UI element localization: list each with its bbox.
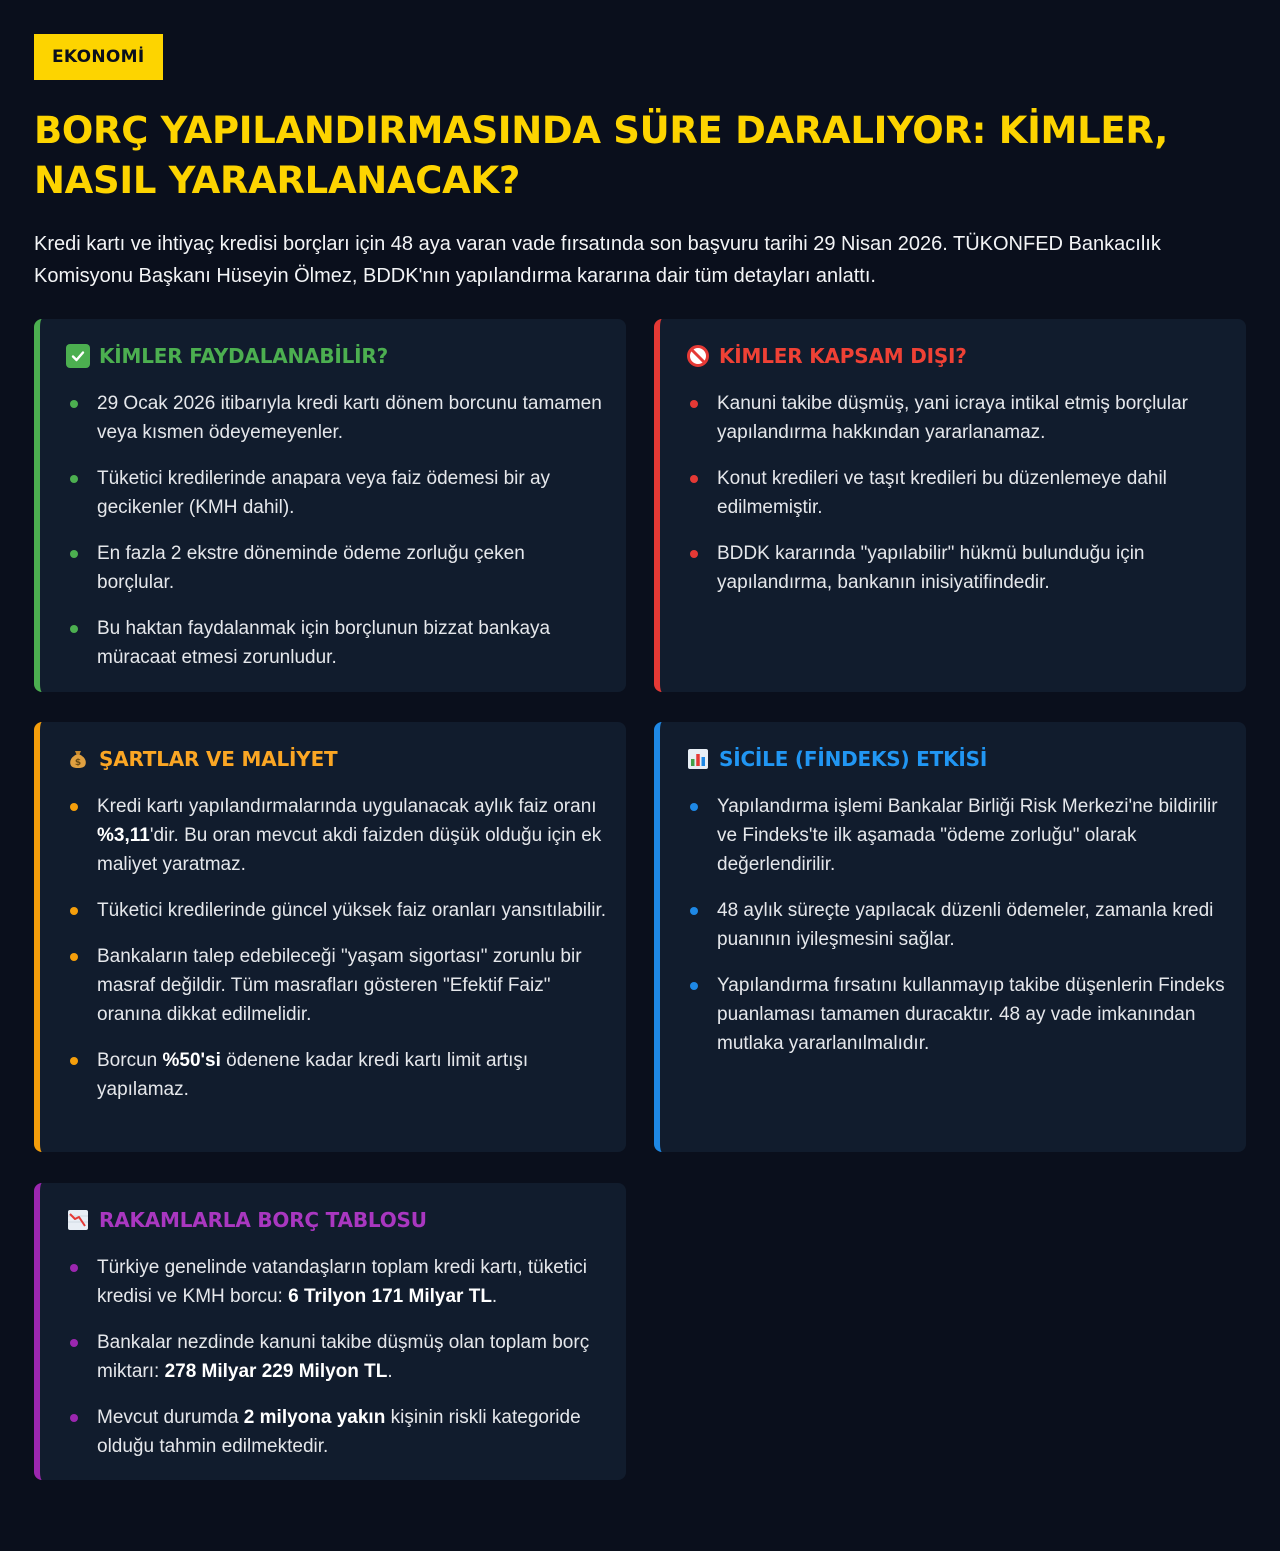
card-terms-header: [66, 744, 606, 774]
list-item: Mevcut durumda 2 milyona yakın kişinin riskli kategoride olduğu tahmin edilmektedir.: [66, 1403, 606, 1461]
card-findeks: [654, 722, 1246, 1152]
card-figures-title: RAKAMLARLA BORÇ TABLOSU: [99, 1208, 427, 1232]
list-item: Bu haktan faydalanmak için borçlunun bizzat bankaya müracaat etmesi zorunludur.: [66, 614, 606, 672]
bullet-dot: [70, 400, 78, 408]
bullet-dot: [70, 550, 78, 558]
list-item: Türkiye genelinde vatandaşların toplam kredi kartı, tüketici kredisi ve KMH borcu: 6 Trilyon 171 Milyar TL.: [66, 1253, 606, 1311]
list-item: Bankalar nezdinde kanuni takibe düşmüş olan toplam borç miktarı: 278 Milyar 229 Milyon TL.: [66, 1328, 606, 1386]
card-excluded: [654, 319, 1246, 692]
card-figures-list: [66, 1253, 606, 1461]
article: [34, 34, 1246, 292]
list-item: BDDK kararında "yapılabilir" hükmü bulunduğu için yapılandırma, bankanın inisiyatifindedir.: [686, 539, 1226, 597]
bullet-dot: [70, 803, 78, 811]
card-terms-list: [66, 792, 606, 1104]
bar-chart-icon: [686, 747, 710, 771]
bullet-dot: [70, 475, 78, 483]
list-item: Bankaların talep edebileceği "yaşam sigortası" zorunlu bir masraf değildir. Tüm masrafları gösteren "Efektif Faiz" oranına dikkat edilmelidir.: [66, 942, 606, 1029]
list-item: Tüketici kredilerinde güncel yüksek faiz oranları yansıtılabilir.: [66, 896, 606, 925]
svg-text:$: $: [74, 758, 82, 768]
card-eligible: [34, 319, 626, 692]
bullet-dot: [690, 550, 698, 558]
card-findeks-header: [686, 744, 1226, 774]
list-item: 29 Ocak 2026 itibarıyla kredi kartı dönem borcunu tamamen veya kısmen ödeyemeyenler.: [66, 389, 606, 447]
card-excluded-list: [686, 389, 1226, 597]
bullet-dot: [70, 1264, 78, 1272]
chart-decreasing-icon: [66, 1208, 90, 1232]
bullet-dot: [690, 907, 698, 915]
bullet-dot: [70, 953, 78, 961]
list-item: Borcun %50'si ödenene kadar kredi kartı limit artışı yapılamaz.: [66, 1046, 606, 1104]
bullet-dot: [70, 625, 78, 633]
card-terms: [34, 722, 626, 1152]
bullet-dot: [690, 803, 698, 811]
card-eligible-list: [66, 389, 606, 672]
card-terms-title: ŞARTLAR VE MALİYET: [99, 747, 338, 771]
list-item: Tüketici kredilerinde anapara veya faiz ödemesi bir ay gecikenler (KMH dahil).: [66, 464, 606, 522]
headline: BORÇ YAPILANDIRMASINDA SÜRE DARALIYOR: KİMLER, NASIL YARARLANACAK?: [34, 109, 1168, 202]
bullet-dot: [70, 1057, 78, 1065]
card-eligible-title: KİMLER FAYDALANABİLİR?: [99, 344, 389, 368]
lede: Kredi kartı ve ihtiyaç kredisi borçları için 48 aya varan vade fırsatında son başvuru tarihi 29 Nisan 2026. TÜKONFED Bankacılık Komisyonu Başkanı Hüseyin Ölmez, BDDK'nın yapılandırma kararına dair tüm detayları anlattı.: [34, 233, 1161, 287]
card-figures: [34, 1183, 626, 1480]
bullet-dot: [690, 475, 698, 483]
check-mark-icon: [66, 344, 90, 368]
money-bag-icon: [66, 747, 90, 771]
card-eligible-header: [66, 341, 606, 371]
list-item: Konut kredileri ve taşıt kredileri bu düzenlemeye dahil edilmemiştir.: [686, 464, 1226, 522]
no-entry-icon: [686, 344, 710, 368]
bullet-dot: [690, 400, 698, 408]
bullet-dot: [690, 982, 698, 990]
card-findeks-list: [686, 792, 1226, 1058]
list-item: Yapılandırma fırsatını kullanmayıp takibe düşenlerin Findeks puanlaması tamamen duracaktır. 48 ay vade imkanından mutlaka yararlanılmalıdır.: [686, 971, 1226, 1058]
card-excluded-header: [686, 341, 1226, 371]
list-item: 48 aylık süreçte yapılacak düzenli ödemeler, zamanla kredi puanının iyileşmesini sağlar.: [686, 896, 1226, 954]
bullet-dot: [70, 907, 78, 915]
bullet-dot: [70, 1414, 78, 1422]
category-badge: EKONOMİ: [34, 34, 163, 80]
list-item: Kanuni takibe düşmüş, yani icraya intikal etmiş borçlular yapılandırma hakkından yararlanamaz.: [686, 389, 1226, 447]
bullet-dot: [70, 1339, 78, 1347]
list-item: Yapılandırma işlemi Bankalar Birliği Risk Merkezi'ne bildirilir ve Findeks'te ilk aşamada "ödeme zorluğu" olarak değerlendirilir.: [686, 792, 1226, 879]
card-excluded-title: KİMLER KAPSAM DIŞI?: [719, 344, 967, 368]
card-figures-header: [66, 1205, 606, 1235]
list-item: En fazla 2 ekstre döneminde ödeme zorluğu çeken borçlular.: [66, 539, 606, 597]
card-findeks-title: SİCİLE (FİNDEKS) ETKİSİ: [719, 747, 988, 771]
list-item: Kredi kartı yapılandırmalarında uygulanacak aylık faiz oranı %3,11'dir. Bu oran mevcut akdi faizden düşük olduğu için ek maliyet yaratmaz.: [66, 792, 606, 879]
